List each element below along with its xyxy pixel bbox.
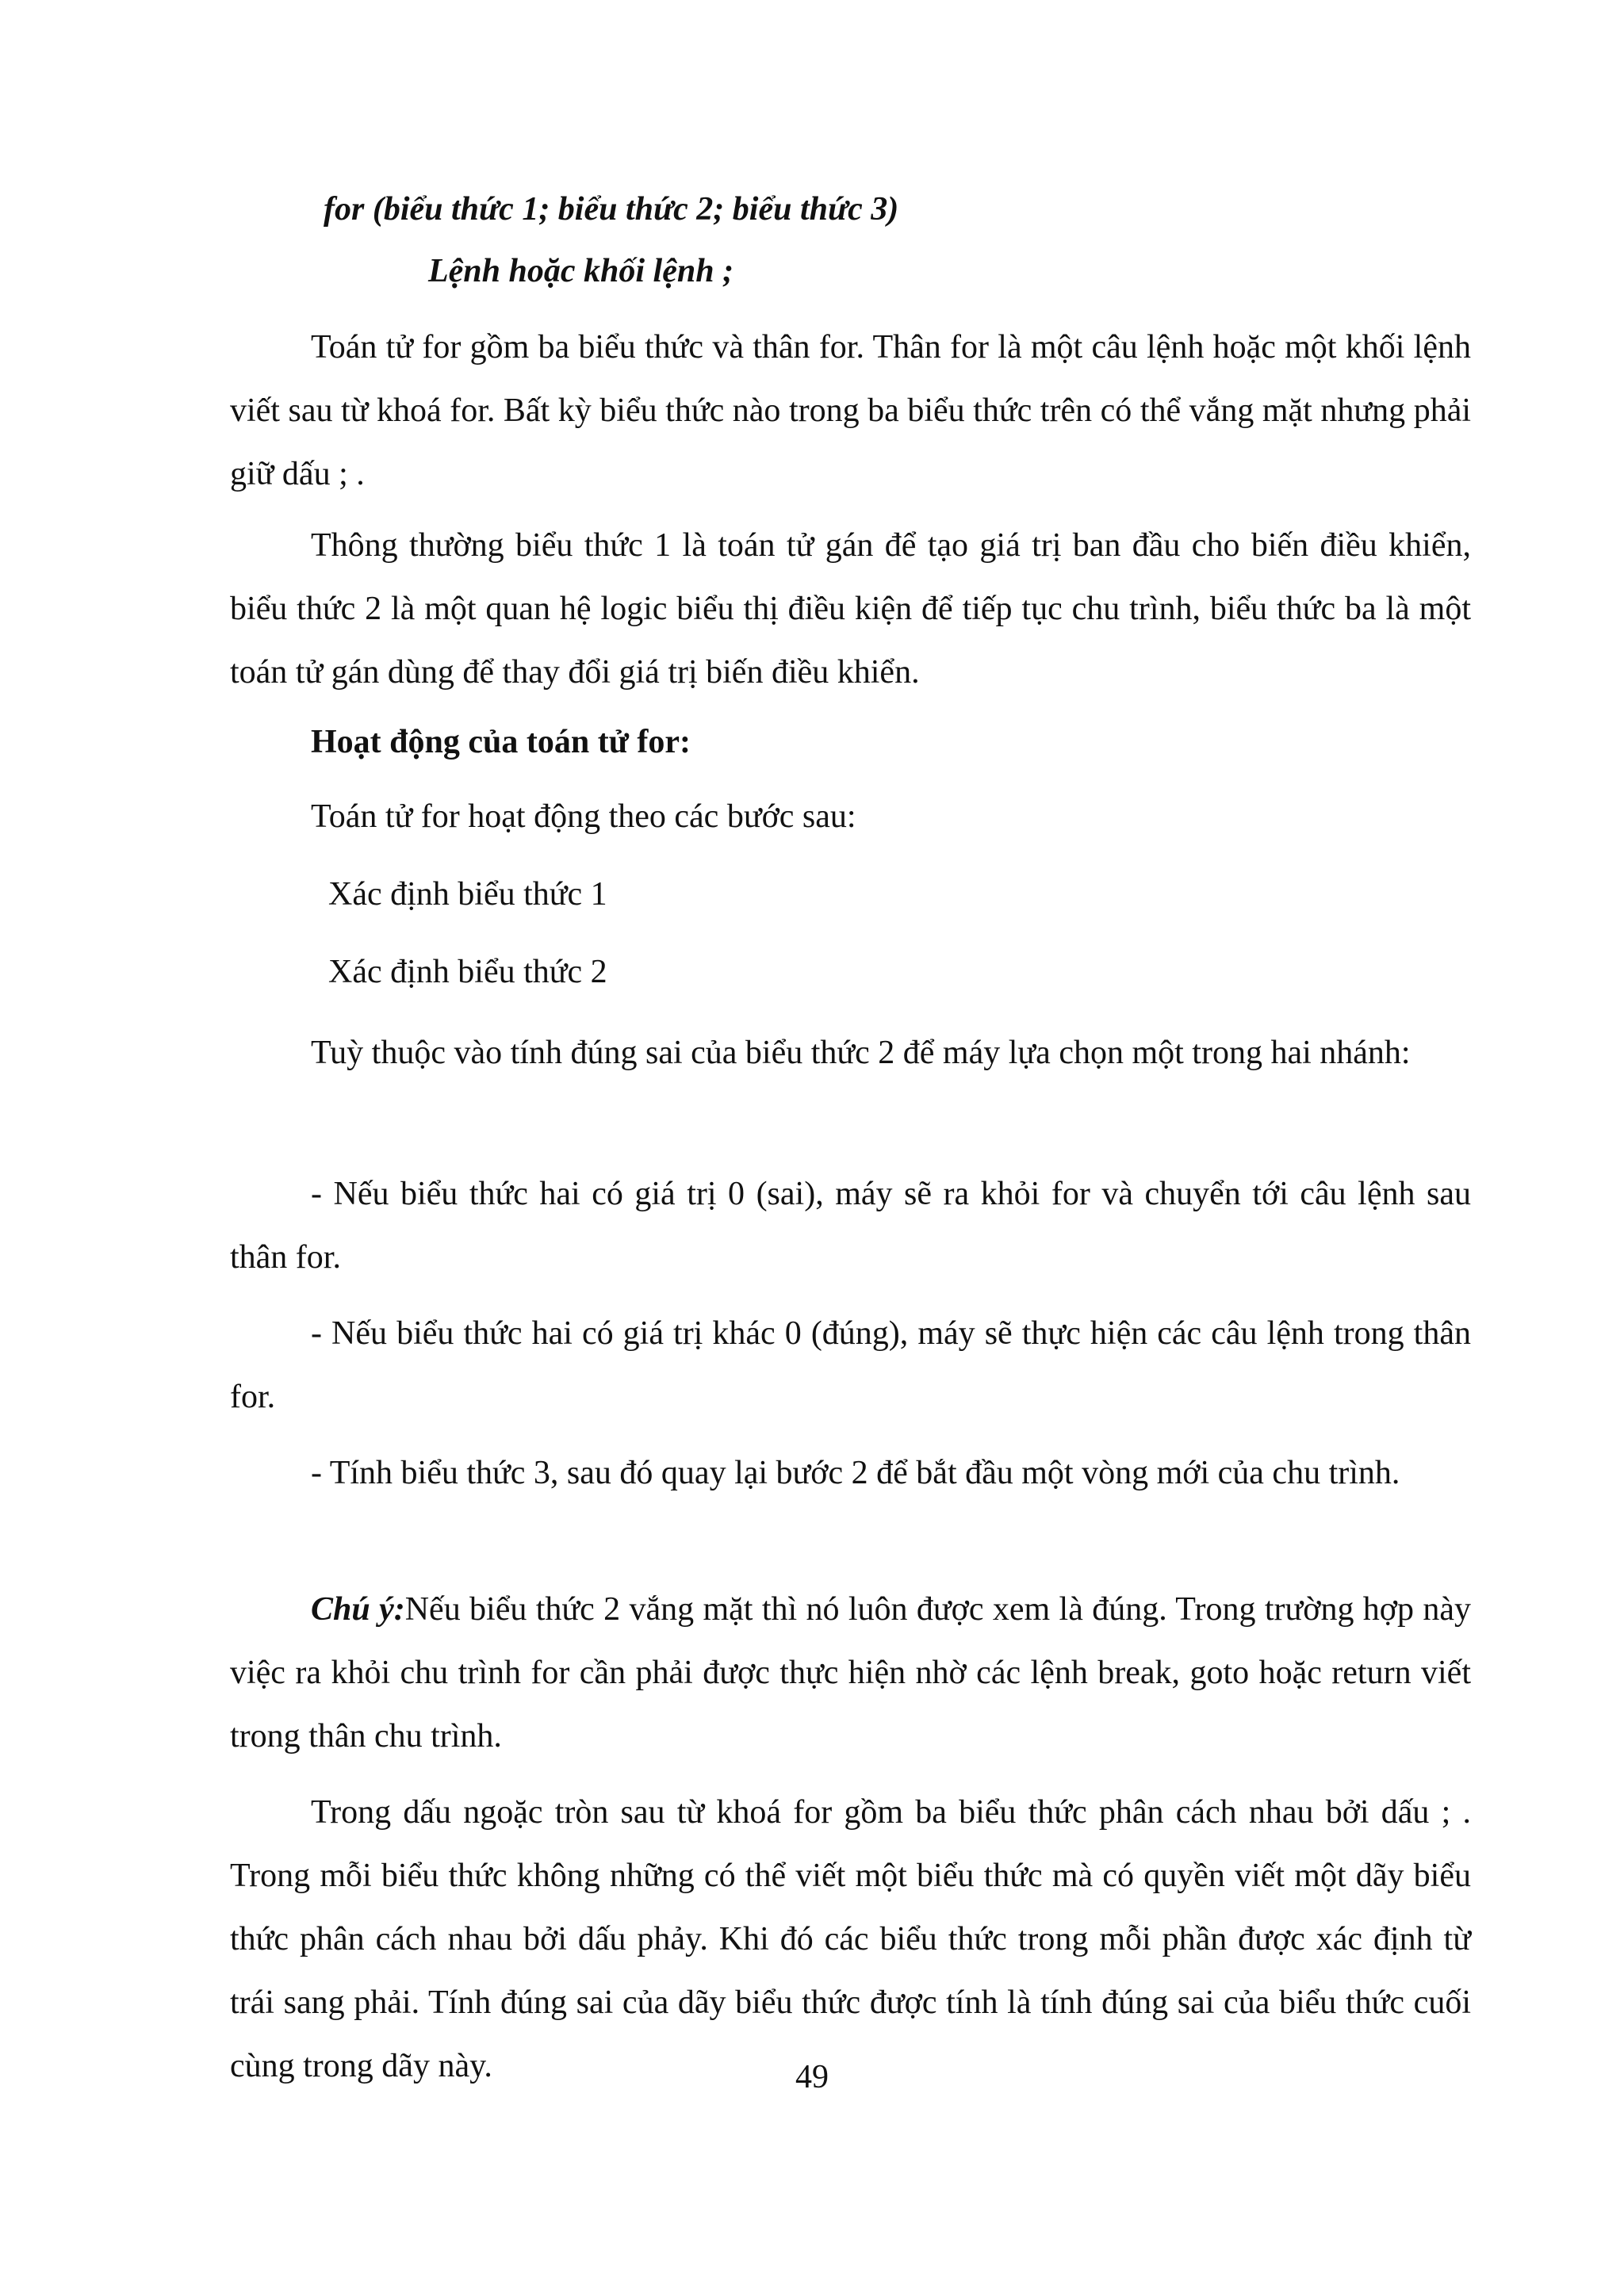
paragraph-note xyxy=(230,1578,1471,1768)
note-text: Nếu biểu thức 2 vắng mặt thì nó luôn được xem là đúng. Trong trường hợp này việc ra khỏi chu trình for cần phải được thực hiện nhờ các lệnh break, goto hoặc return viết trong thân chu trình. xyxy=(230,1591,1472,1755)
for-syntax-line: for (biểu thức 1; biểu thức 2; biểu thức 3) xyxy=(324,191,899,228)
paragraph-for-structure: Toán tử for gồm ba biểu thức và thân for. Thân for là một câu lệnh hoặc một khối lệnh viết sau từ khoá for. Bất kỳ biểu thức nào trong ba biểu thức trên có thể vắng mặt nhưng phải giữ dấu ; . xyxy=(230,329,1471,492)
note-label: Chú ý: xyxy=(311,1591,405,1628)
paragraph-step-3: - Tính biểu thức 3, sau đó quay lại bước 2 để bắt đầu một vòng mới của chu trình. xyxy=(311,1455,1400,1491)
section-heading: Hoạt động của toán tử for: xyxy=(311,724,691,760)
for-body-syntax-line: Lệnh hoặc khối lệnh ; xyxy=(428,253,734,289)
step-1: Xác định biểu thức 1 xyxy=(328,876,607,913)
paragraph-false-branch: - Nếu biểu thức hai có giá trị 0 (sai), máy sẽ ra khỏi for và chuyển tới câu lệnh sau thân for. xyxy=(230,1176,1471,1276)
step-2: Xác định biểu thức 2 xyxy=(328,954,607,990)
paragraph-expression-list: Trong dấu ngoặc tròn sau từ khoá for gồm ba biểu thức phân cách nhau bởi dấu ; . Trong mỗi biểu thức không những có thể viết một biểu thức mà có quyền viết một dãy biểu thức phân cách nhau bởi dấu phảy. Khi đó các biểu thức trong mỗi phần được xác định từ trái sang phải. Tính đúng sai của dãy biểu thức được tính là tính đúng sai của biểu thức cuối cùng trong dãy này. xyxy=(230,1794,1471,2084)
paragraph-branch: Tuỳ thuộc vào tính đúng sai của biểu thức 2 để máy lựa chọn một trong hai nhánh: xyxy=(311,1035,1411,1071)
paragraph-expressions: Thông thường biểu thức 1 là toán tử gán để tạo giá trị ban đầu cho biến điều khiển, biểu thức 2 là một quan hệ logic biểu thị điều kiện để tiếp tục chu trình, biểu thức ba là một toán tử gán dùng để thay đổi giá trị biến điều khiển. xyxy=(230,527,1471,691)
paragraph-steps-intro: Toán tử for hoạt động theo các bước sau: xyxy=(311,798,856,835)
page-number: 49 xyxy=(795,2059,829,2095)
paragraph-true-branch: - Nếu biểu thức hai có giá trị khác 0 (đúng), máy sẽ thực hiện các câu lệnh trong thân for. xyxy=(230,1315,1471,1415)
